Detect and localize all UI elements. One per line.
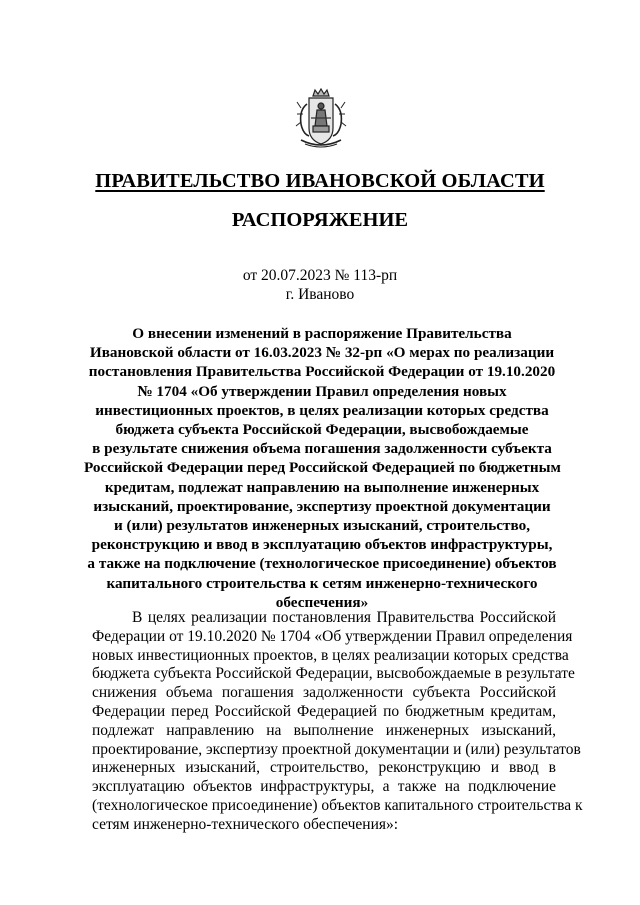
body-line: сетям инженерно-технического обеспечения»: (92, 815, 399, 833)
title-line: № 1704 «Об утверждении Правил определения новых (137, 382, 507, 400)
title-line: инвестиционных проектов, в целях реализации которых средства (95, 401, 549, 419)
body-line: подлежат направлению на выполнение инженерных изысканий, (92, 721, 556, 739)
ivanovo-oblast-coat-of-arms-icon (295, 88, 347, 150)
body-line: эксплуатацию объектов инфраструктуры, а также на подключение (92, 778, 556, 796)
body-line: проектирование, экспертизу проектной документации и (или) результатов (92, 740, 581, 758)
title-line: кредитам, подлежат направлению на выполнение инженерных (104, 478, 540, 496)
body-line: бюджета субъекта Российской Федерации, высвобождаемые в результате (92, 665, 575, 683)
title-line: а также на подключение (технологическое присоединение) объектов (87, 555, 557, 573)
title-line: реконструкцию и ввод в эксплуатацию объектов инфраструктуры, (91, 536, 553, 554)
document-date-number: от 20.07.2023 № 113-рп (242, 267, 398, 284)
title-line: постановления Правительства Российской Федерации от 19.10.2020 (88, 363, 556, 381)
title-line: Ивановской области от 16.03.2023 № 32-рп «О мерах по реализации (89, 344, 555, 362)
document-type: РАСПОРЯЖЕНИЕ (231, 209, 409, 231)
title-line: обеспечения» (275, 593, 369, 611)
body-line: Федерации от 19.10.2020 № 1704 «Об утверждении Правил определения (92, 627, 573, 645)
body-line: новых инвестиционных проектов, в целях реализации которых средства (92, 646, 569, 664)
title-line: О внесении изменений в распоряжение Правительства (132, 325, 512, 342)
body-line: В целях реализации постановления Правительства Российской (132, 609, 556, 626)
title-line: бюджета субъекта Российской Федерации, высвобождаемые (115, 421, 529, 439)
title-line: изысканий, проектирование, экспертизу проектной документации (93, 497, 551, 515)
organization-name: ПРАВИТЕЛЬСТВО ИВАНОВСКОЙ ОБЛАСТИ (95, 170, 545, 192)
body-line: инженерных изысканий, строительство, реконструкцию и ввод в (92, 759, 556, 777)
title-line: капитального строительства к сетям инженерно-технического (106, 574, 538, 592)
body-line: снижения объема погашения задолженности субъекта Российской (92, 684, 556, 702)
document-city: г. Иваново (285, 286, 355, 303)
title-line: в результате снижения объема погашения задолженности субъекта (92, 440, 552, 458)
body-line: Федерации перед Российской Федерацией по бюджетным кредитам, (92, 702, 556, 720)
title-line: и (или) результатов инженерных изысканий, строительство, (114, 517, 530, 535)
body-line: (технологическое присоединение) объектов капитального строительства к (92, 796, 583, 814)
document-title (84, 324, 560, 612)
document-body-paragraph (92, 609, 583, 835)
title-line: Российской Федерации перед Российской Федерацией по бюджетным (84, 459, 561, 477)
